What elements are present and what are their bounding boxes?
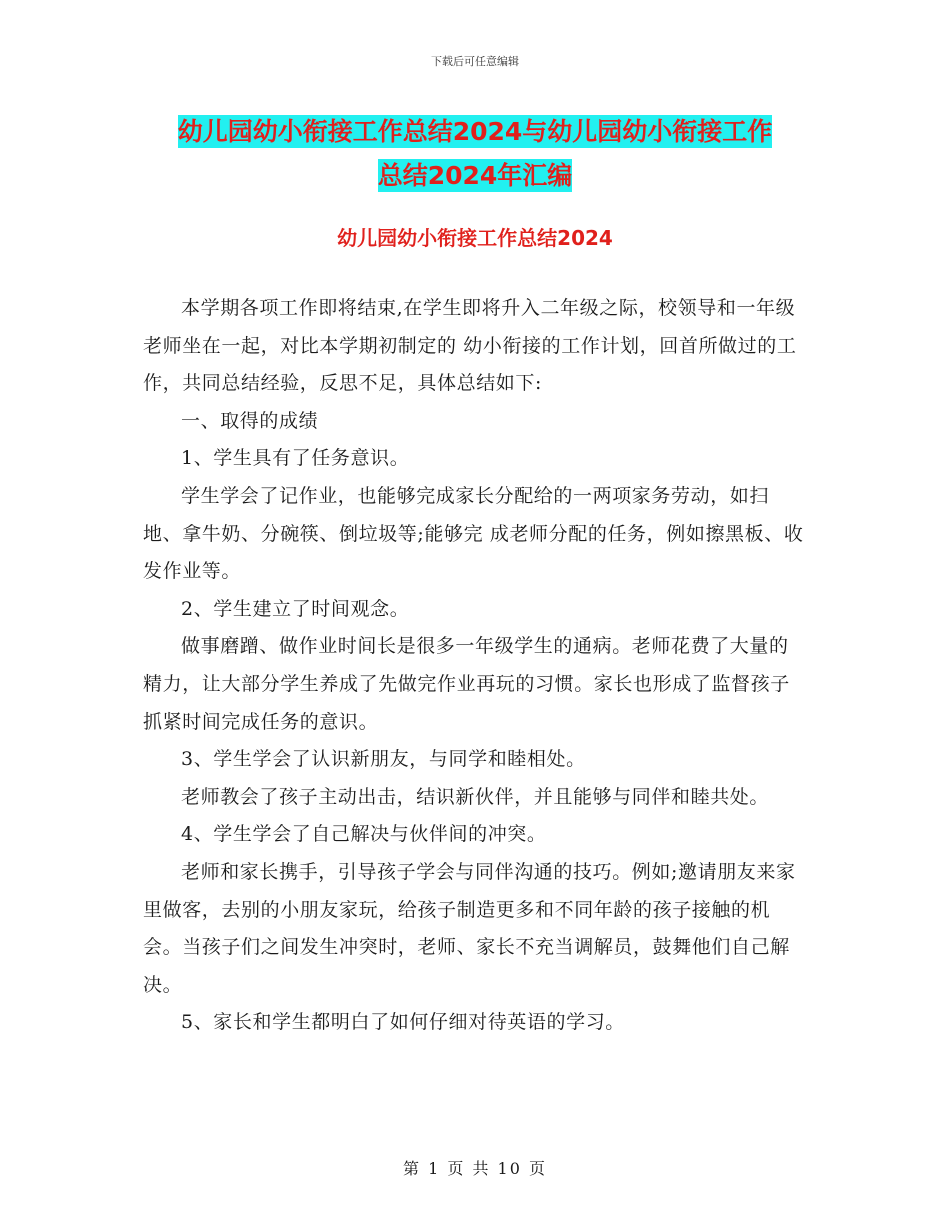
document-title (0, 110, 950, 198)
paragraph: 老师和家长携手，引导孩子学会与同伴沟通的技巧。例如;邀请朋友来家里做客，去别的小朋友家玩，给孩子制造更多和不同年龄的孩子接触的机会。当孩子们之间发生冲突时，老师、家长不充当调解员，鼓舞他们自己解决。 (143, 860, 796, 996)
page-number: 第 1 页 共 10 页 (403, 1159, 547, 1178)
list-item-heading: 5、家长和学生都明白了如何仔细对待英语的学习。 (181, 1011, 625, 1034)
paragraph: 老师教会了孩子主动出击，结识新伙伴，并且能够与同伴和睦共处。 (181, 785, 770, 808)
list-item-heading: 3、学生学会了认识新朋友，与同学和睦相处。 (181, 748, 586, 771)
page-header-note: 下载后可任意编辑 (431, 55, 519, 68)
paragraph: 本学期各项工作即将结束,在学生即将升入二年级之际，校领导和一年级老师坐在一起，对比本学期初制定的 幼小衔接的工作计划，回首所做过的工作，共同总结经验，反思不足，具体总结如下: (143, 297, 797, 395)
list-item-heading: 4、学生学会了自己解决与伙伴间的冲突。 (181, 823, 547, 846)
document-body (143, 290, 807, 1042)
section-title: 幼儿园幼小衔接工作总结2024 (337, 226, 613, 250)
document-title-line-1: 幼儿园幼小衔接工作总结2024与幼儿园幼小衔接工作 (177, 117, 773, 146)
list-item-heading: 2、学生建立了时间观念。 (181, 597, 410, 620)
paragraph: 学生学会了记作业，也能够完成家长分配给的一两项家务劳动，如扫地、拿牛奶、分碗筷、倒垃圾等;能够完 成老师分配的任务，例如擦黑板、收发作业等。 (143, 484, 804, 583)
document-title-line-2: 总结2024年汇编 (377, 161, 573, 190)
heading-achievements: 一、取得的成绩 (181, 409, 319, 432)
paragraph: 做事磨蹭、做作业时间长是很多一年级学生的通病。老师花费了大量的精力，让大部分学生养成了先做完作业再玩的习惯。家长也形成了监督孩子抓紧时间完成任务的意识。 (143, 635, 790, 733)
list-item-heading: 1、学生具有了任务意识。 (181, 447, 410, 470)
